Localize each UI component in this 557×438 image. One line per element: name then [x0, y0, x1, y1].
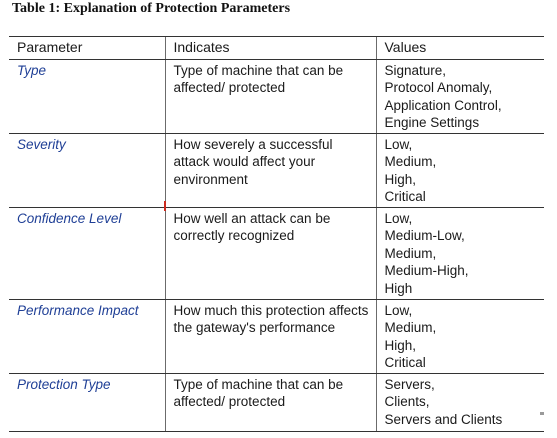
- table-caption: Table 1: Explanation of Protection Parameters: [12, 1, 291, 16]
- value-item: Critical: [384, 189, 426, 205]
- indicates-cell: Type of machine that can be affected/ protected: [165, 60, 376, 134]
- indicates-cell: How much this protection affects the gateway's performance: [165, 300, 376, 374]
- indicates-cell: Type of machine that can be affected/ protected: [165, 374, 376, 432]
- value-item: Signature,: [384, 63, 447, 78]
- table-row: [9, 134, 544, 208]
- value-item: High,: [384, 171, 417, 187]
- parameter-cell: Type: [9, 60, 165, 134]
- value-item: Critical: [384, 355, 426, 371]
- red-cursor-mark: [164, 201, 166, 211]
- value-item: Servers,: [384, 377, 435, 392]
- header-parameter: Parameter: [9, 37, 165, 60]
- parameter-cell: Protection Type: [9, 374, 165, 432]
- header-indicates: Indicates: [165, 37, 376, 60]
- values-cell: [376, 208, 544, 300]
- value-item: Low,: [384, 211, 413, 226]
- values-cell: [376, 134, 544, 208]
- value-item: Low,: [384, 303, 413, 318]
- protection-parameters-table: [9, 37, 544, 432]
- values-cell: [376, 374, 544, 432]
- value-item: Medium,: [384, 245, 437, 261]
- value-item: Servers and Clients: [384, 411, 503, 427]
- value-item: High: [384, 280, 413, 296]
- indicates-cell: How severely a successful attack would affect your environment: [165, 134, 376, 208]
- value-item: Medium,: [384, 154, 437, 170]
- value-item: Clients,: [384, 394, 430, 410]
- value-item: High,: [384, 337, 417, 353]
- parameter-cell: Performance Impact: [9, 300, 165, 374]
- indicates-cell: How well an attack can be correctly recognized: [165, 208, 376, 300]
- values-cell: [376, 300, 544, 374]
- value-item: Medium,: [384, 320, 437, 336]
- value-item: Low,: [384, 137, 413, 152]
- table-row: [9, 208, 544, 300]
- header-values: Values: [376, 37, 544, 60]
- corner-mark: [540, 412, 544, 415]
- value-item: Medium-High,: [384, 263, 469, 279]
- parameter-cell: Confidence Level: [9, 208, 165, 300]
- table-header-row: [9, 37, 544, 60]
- value-item: Protocol Anomaly,: [384, 80, 493, 96]
- value-item: Medium-Low,: [384, 228, 465, 244]
- value-item: Application Control,: [384, 97, 502, 113]
- values-cell: [376, 60, 544, 134]
- value-item: Engine Settings: [384, 115, 480, 131]
- table-row: [9, 60, 544, 134]
- parameter-cell: Severity: [9, 134, 165, 208]
- table-row: [9, 300, 544, 374]
- table-row: [9, 374, 544, 432]
